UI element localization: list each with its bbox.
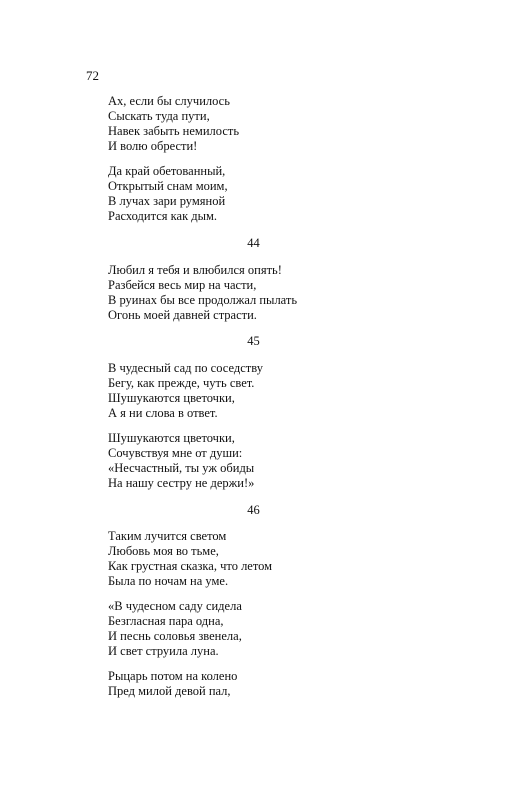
poem-line: Да край обетованный, bbox=[108, 164, 226, 178]
poem-line: Любил я тебя и влюбился опять! bbox=[108, 263, 282, 277]
poem-line: Открытый снам моим, bbox=[108, 179, 228, 193]
poem-line: Огонь моей давней страсти. bbox=[108, 308, 257, 322]
poem-line: И свет струила луна. bbox=[108, 644, 219, 658]
poem-line: «Несчастный, ты уж обиды bbox=[108, 461, 255, 475]
poem-line: Шушукаются цветочки, bbox=[108, 431, 235, 445]
poem-line: Рыцарь потом на колено bbox=[108, 669, 238, 683]
poem-line: В лучах зари румяной bbox=[108, 194, 226, 208]
page-number: 72 bbox=[86, 68, 99, 83]
poem-line: Пред милой девой пал, bbox=[108, 684, 231, 698]
poem-line: Сыскать туда пути, bbox=[108, 109, 210, 123]
poem-line: В чудесный сад по соседству bbox=[108, 361, 263, 375]
poem-line: Сочувствуя мне от души: bbox=[108, 446, 243, 460]
poem-line: Расходится как дым. bbox=[108, 209, 218, 223]
poem-line: «В чудесном саду сидела bbox=[108, 599, 242, 613]
poem-line: В руинах бы все продолжал пылать bbox=[108, 293, 298, 307]
poem-line: Таким лучится светом bbox=[108, 529, 227, 543]
poem-line: Шушукаются цветочки, bbox=[108, 391, 235, 405]
poem-line: Любовь моя во тьме, bbox=[108, 544, 219, 558]
poem-line: И песнь соловья звенела, bbox=[108, 629, 242, 643]
poem-number: 45 bbox=[247, 334, 260, 348]
poem-line: И волю обрести! bbox=[108, 139, 198, 153]
poem-line: Бегу, как прежде, чуть свет. bbox=[108, 376, 255, 390]
poem-line: Как грустная сказка, что летом bbox=[108, 559, 273, 573]
poem-line: Безгласная пара одна, bbox=[108, 614, 224, 628]
poem-line: Навек забыть немилость bbox=[108, 124, 240, 138]
poem-number: 44 bbox=[247, 236, 260, 250]
poem-number: 46 bbox=[247, 503, 260, 517]
poem-line: Ах, если бы случилось bbox=[108, 94, 230, 108]
poem-line: Была по ночам на уме. bbox=[108, 574, 229, 588]
poem-line: На нашу сестру не держи!» bbox=[108, 476, 255, 490]
poem-line: Разбейся весь мир на части, bbox=[108, 278, 257, 292]
poem-line: А я ни слова в ответ. bbox=[108, 406, 218, 420]
